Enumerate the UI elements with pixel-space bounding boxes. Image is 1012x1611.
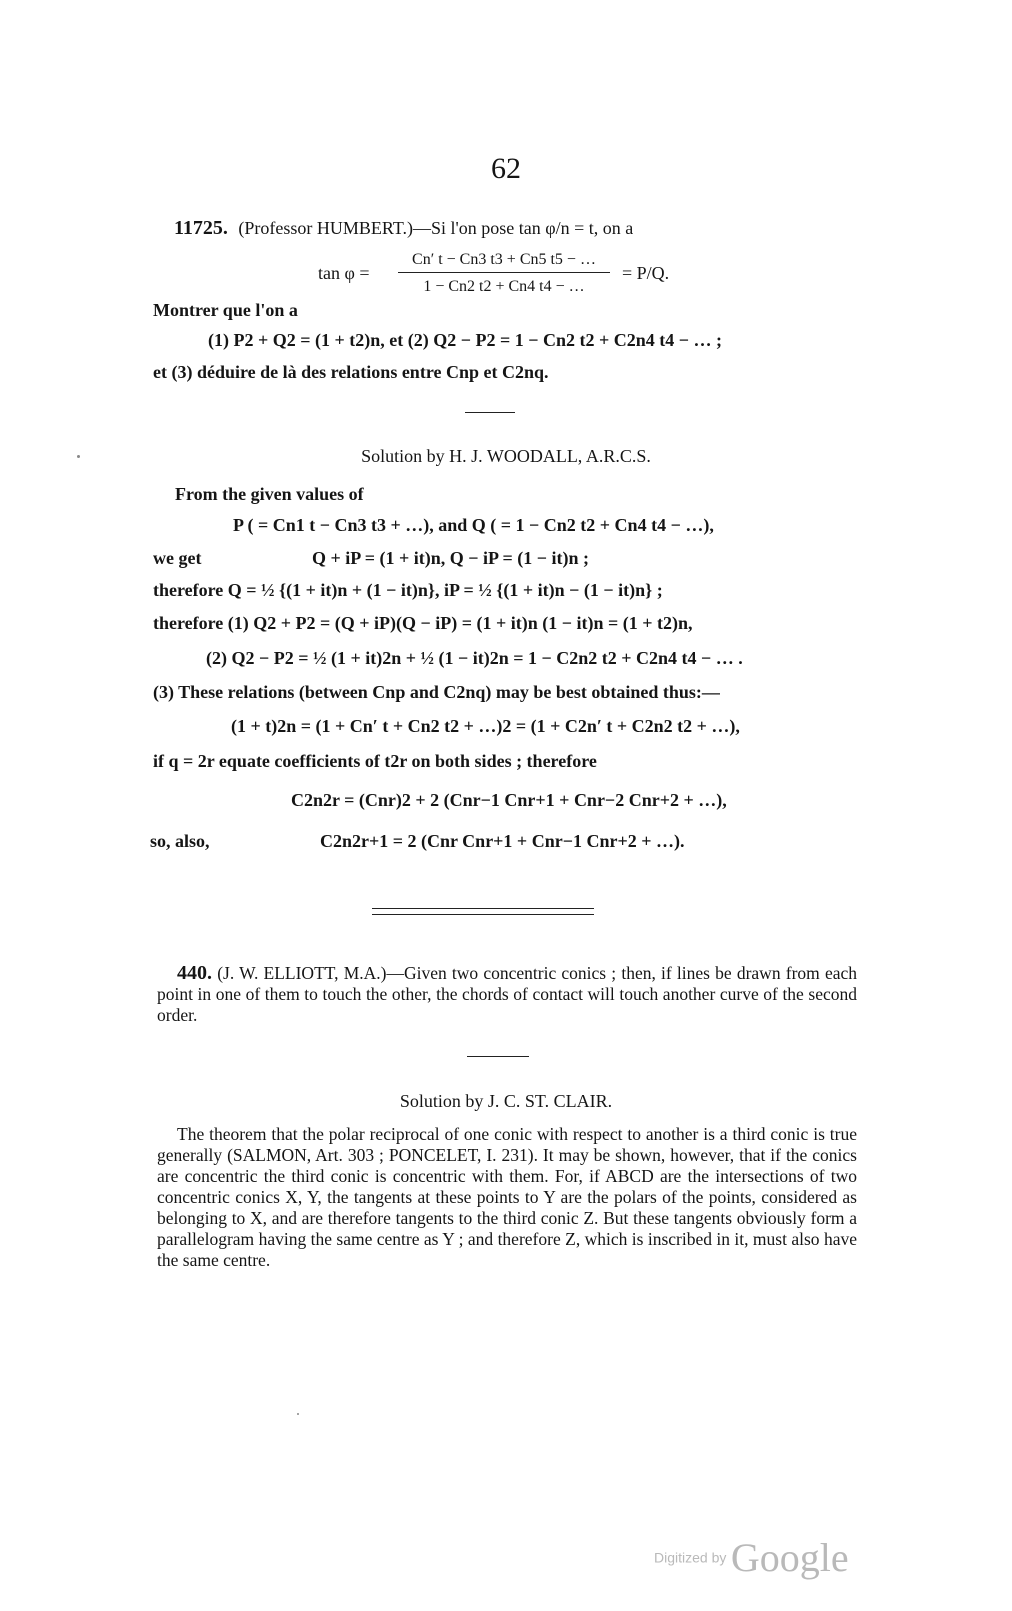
solution-2-text: The theorem that the polar reciprocal of one conic with respect to another is a third conic is true generally (SALMON, Art. 303 ; PONCELET, I. 231). It may be shown, however, that if the conics are concentric the third conic is concentric with them. For, if ABCD are the intersections of two concentric conics X, Y, the tangents at these points to Y are the polars of the points, considered as belonging to X, and are therefore tangents to the third conic Z. But these tangents obviously form a parallelogram having the same centre as Y ; and therefore Z, which is inscribed in it, must also have the same centre. [157,1124,857,1270]
separator-short [465,412,515,413]
fraction-bar [398,272,610,273]
sol-line-13: C2n2r+1 = 2 (Cnr Cnr+1 + Cnr−1 Cnr+2 + …). [320,831,685,851]
solution-title-1: Solution by H. J. WOODALL, A.R.C.S. [361,446,651,466]
page-number: 62 [491,152,521,185]
problem-number: 11725. [174,217,228,239]
double-rule-top [372,908,594,909]
sol-line-5: therefore Q = ½ {(1 + it)n + (1 − it)n}, iP = ½ {(1 + it)n − (1 − it)n} ; [153,580,663,600]
separator-short-2 [467,1056,529,1057]
double-rule-bottom [372,914,594,915]
deduire-line: et (3) déduire de là des relations entre Cnp et C2nq. [153,362,549,382]
sol-line-4: Q + iP = (1 + it)n, Q − iP = (1 − it)n ; [312,548,590,568]
claims-line: (1) P2 + Q2 = (1 + t2)n, et (2) Q2 − P2 = 1 − Cn2 t2 + C2n4 t4 − … ; [208,330,723,350]
scan-speck [297,1413,299,1415]
sol-line-9: (1 + t)2n = (1 + Cn′ t + Cn2 t2 + …)2 = (1 + C2n′ t + C2n2 t2 + …), [231,716,740,736]
sol-line-1: From the given values of [175,484,364,504]
problem-11725-header [174,216,633,240]
digitized-label: Digitized by [654,1549,727,1566]
sol-line-12: so, also, [150,831,210,851]
sol-line-7: (2) Q2 − P2 = ½ (1 + it)2n + ½ (1 − it)2n = 1 − C2n2 t2 + C2n4 t4 − … . [206,648,743,668]
problem-440-statement: (J. W. ELLIOTT, M.A.)—Given two concentric conics ; then, if lines be drawn from each point in one of them to touch the other, the chords of contact will touch another curve of the second order. [157,963,857,1025]
problem-header-text: (Professor HUMBERT.)—Si l'on pose tan φ/n = t, on a [238,218,634,238]
tan-denominator: 1 − Cn2 t2 + Cn4 t4 − … [423,278,585,295]
problem-440-text [157,963,857,1026]
montrer-line: Montrer que l'on a [153,300,298,320]
sol-line-11: C2n2r = (Cnr)2 + 2 (Cnr−1 Cnr+1 + Cnr−2 Cnr+2 + …), [291,790,727,810]
problem-number-440: 440. [177,962,212,984]
sol-line-2: P ( = Cn1 t − Cn3 t3 + …), and Q ( = 1 − Cn2 t2 + Cn4 t4 − …), [233,515,714,535]
tan-rhs: = P/Q. [622,263,670,283]
sol-line-3: we get [153,548,202,568]
solution-title-2: Solution by J. C. ST. CLAIR. [399,1091,613,1111]
sol-line-10: if q = 2r equate coefficients of t2r on both sides ; therefore [153,751,597,771]
google-logo: Google [730,1535,849,1580]
sol-line-6: therefore (1) Q2 + P2 = (Q + iP)(Q − iP) = (1 + it)n (1 − it)n = (1 + t2)n, [153,613,693,633]
tan-lhs: tan φ = [318,263,370,283]
sol-line-8: (3) These relations (between Cnp and C2nq) may be best obtained thus:— [153,682,720,702]
tan-numerator: Cn′ t − Cn3 t3 + Cn5 t5 − … [412,251,596,268]
digitized-watermark [654,1534,849,1581]
scan-speck [77,455,80,458]
